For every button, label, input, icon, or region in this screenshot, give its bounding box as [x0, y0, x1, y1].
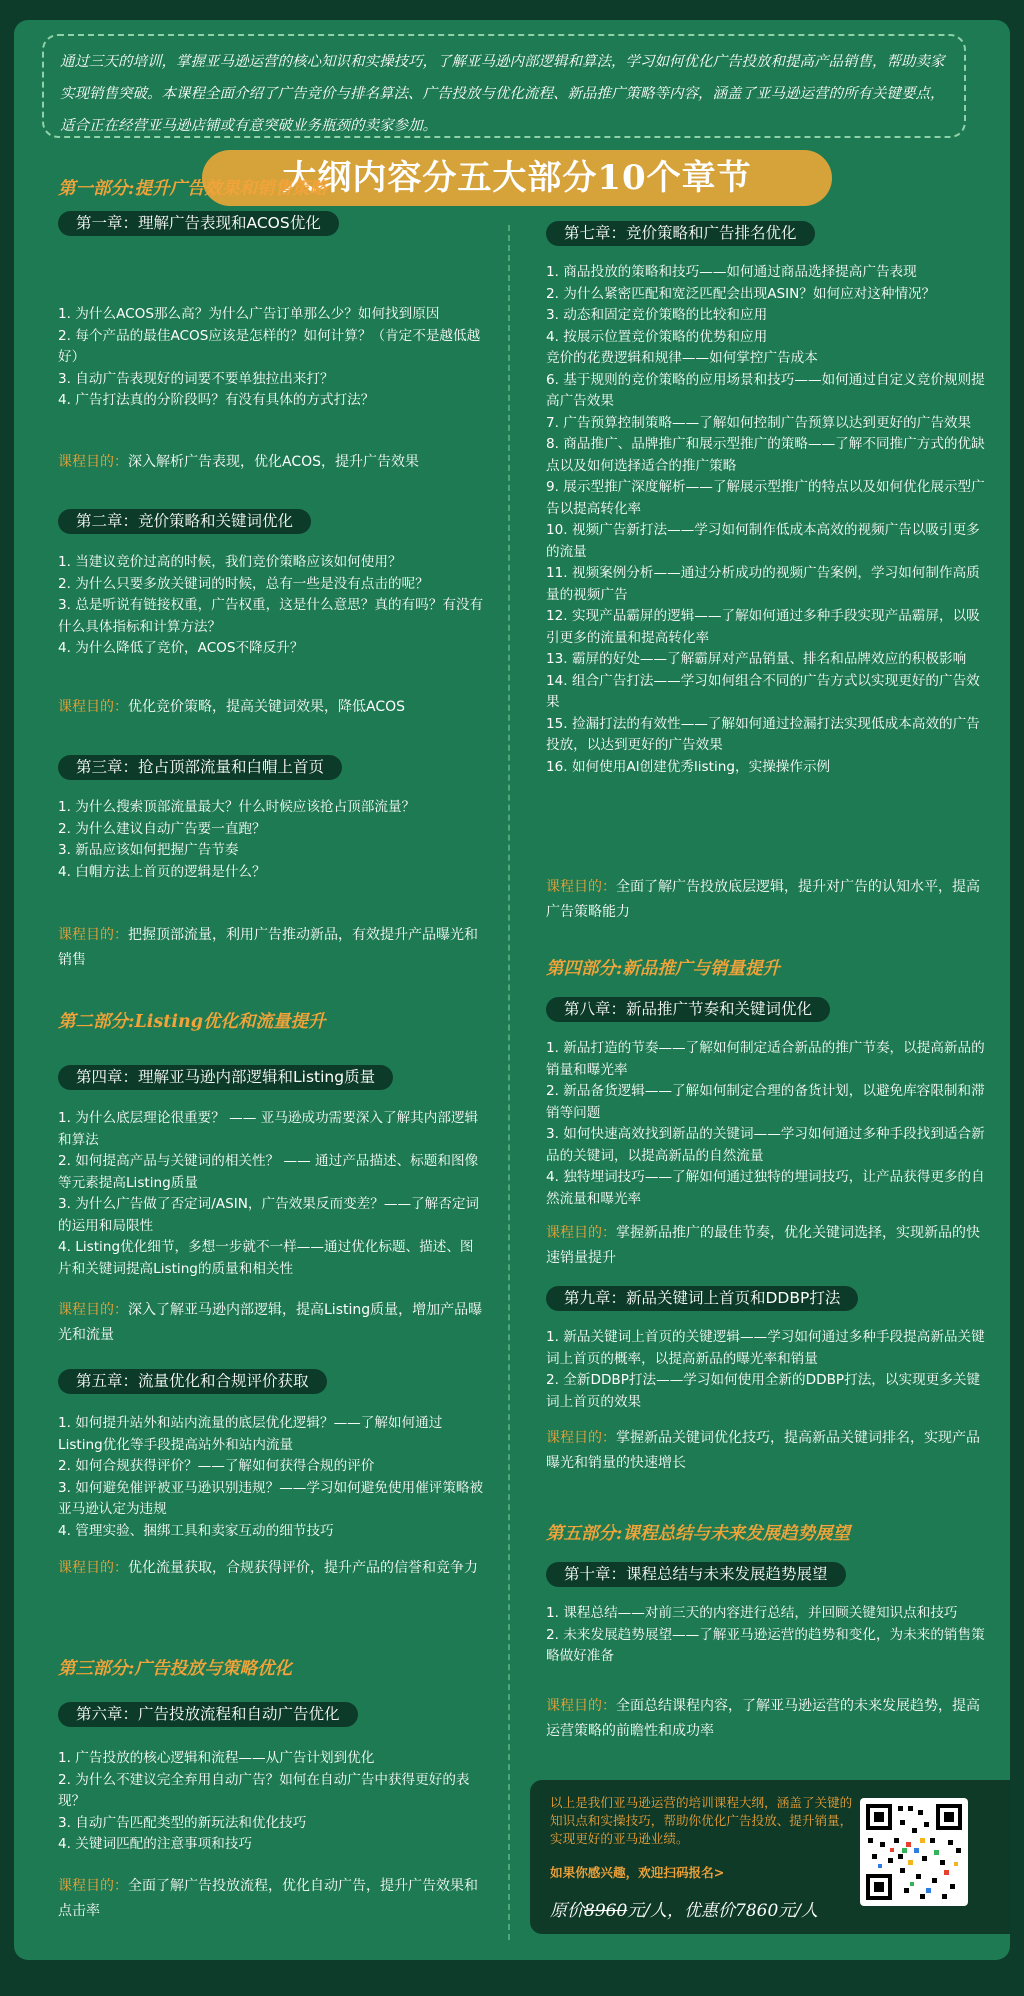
chapter-8-title: 第八章：新品推广节奏和关键词优化	[546, 997, 830, 1022]
purpose-label: 课程目的：	[58, 699, 128, 715]
list-item: 13. 霸屏的好处——了解霸屏对产品销量、排名和品牌效应的积极影响	[546, 651, 967, 667]
chapter-10-title: 第十章：课程总结与未来发展趋势展望	[546, 1562, 846, 1587]
list-item: 4. 为什么降低了竞价，ACOS不降反升？	[58, 640, 304, 656]
chapter-5-title: 第五章：流量优化和合规评价获取	[58, 1369, 327, 1394]
signup-description: 以上是我们亚马逊运营的培训课程大纲，涵盖了关键的知识点和实操技巧，帮助你优化广告投放、提升销量，实现更好的亚马逊业绩。	[550, 1795, 853, 1846]
chapter-6-title: 第六章：广告投放流程和自动广告优化	[58, 1702, 358, 1727]
purpose-label: 课程目的：	[546, 1430, 616, 1446]
list-item: 10. 视频广告新打法——学习如何制作低成本高效的视频广告以吸引更多的流量	[546, 522, 980, 560]
list-item: 4. 按展示位置竞价策略的优势和应用	[546, 328, 768, 345]
list-item: 2. 新品备货逻辑——了解如何制定合理的备货计划，以避免库容限制和滞销等问题	[546, 1083, 985, 1121]
chapter-2-items	[58, 552, 486, 660]
list-item: 3. 如何快速高效找到新品的关键词——学习如何通过多种手段找到适合新品的关键词，以提高新品的自然流量	[546, 1126, 985, 1164]
chapter-8-purpose	[546, 1221, 986, 1271]
chapter-10-items	[546, 1603, 986, 1668]
list-item: 6. 基于规则的竞价策略的应用场景和技巧——如何通过自定义竞价规则提高广告效果	[546, 371, 985, 409]
list-item: 4. 广告打法真的分阶段吗？有没有具体的方式打法？	[58, 392, 375, 408]
list-item: 8. 商品推广、品牌推广和展示型推广的策略——了解不同推广方式的优缺点以及如何选择适合的推广策略	[546, 436, 985, 474]
list-item: 2. 未来发展趋势展望——了解亚马逊运营的趋势和变化，为未来的销售策略做好准备	[546, 1626, 985, 1664]
list-item: 2. 如何合规获得评价？——了解如何获得合规的评价	[58, 1458, 375, 1474]
list-item: 竞价的花费逻辑和规律——如何掌控广告成本	[546, 350, 818, 366]
chapter-5-purpose	[58, 1556, 486, 1581]
purpose-text: 优化流量获取，合规获得评价，提升产品的信誉和竞争力	[128, 1560, 478, 1576]
chapter-2-purpose	[58, 695, 486, 720]
list-item: 2. 为什么不建议完全弃用自动广告？如何在自动广告中获得更好的表现？	[58, 1771, 470, 1809]
list-item: 12. 实现产品霸屏的逻辑——了解如何通过多种手段实现产品霸屏，以吸引更多的流量和提高转化率	[546, 608, 980, 646]
list-item: 2. 为什么紧密匹配和宽泛匹配会出现ASIN？如何应对这种情况？	[546, 285, 936, 302]
chapter-10-purpose	[546, 1694, 986, 1744]
course-outline-page	[14, 20, 1010, 1960]
list-item: 9. 展示型推广深度解析——了解展示型推广的特点以及如何优化展示型广告以提高转化率	[546, 479, 985, 517]
list-item: 3. 自动广告匹配类型的新玩法和优化技巧	[58, 1814, 307, 1831]
list-item: 1. 为什么底层理论很重要？ —— 亚马逊成功需要深入了解其内部逻辑和算法	[58, 1110, 479, 1148]
qr-code-icon[interactable]	[860, 1798, 968, 1906]
list-item: 1. 为什么搜索顶部流量最大？什么时候应该抢占顶部流量？	[58, 799, 416, 815]
chapter-8-items	[546, 1038, 986, 1210]
chapter-9-items	[546, 1327, 986, 1413]
chapter-6-purpose	[58, 1874, 486, 1924]
chapter-7-items	[546, 262, 986, 778]
list-item: 16. 如何使用AI创建优秀listing，实操操作示例	[546, 758, 831, 775]
purpose-text: 全面了解广告投放底层逻辑，提升对广告的认知水平，提高广告策略能力	[546, 879, 980, 920]
price-label: 原价	[550, 1901, 584, 1921]
chapter-3-title: 第三章：抢占顶部流量和白帽上首页	[58, 755, 342, 780]
chapter-2-title: 第二章：竞价策略和关键词优化	[58, 509, 311, 534]
chapter-3-purpose	[58, 923, 486, 973]
list-item: 1. 广告投放的核心逻辑和流程——从广告计划到优化	[58, 1750, 375, 1766]
list-item: 3. 总是听说有链接权重，广告权重，这是什么意思？真的有吗？有没有什么具体指标和计算方法？	[58, 597, 484, 635]
list-item: 4. Listing优化细节，多想一步就不一样——通过优化标题、描述、图片和关键词提高Listing的质量和相关性	[58, 1239, 474, 1277]
list-item: 1. 为什么ACOS那么高？为什么广告订单那么少？如何找到原因	[58, 306, 440, 322]
list-item: 1. 课程总结——对前三天的内容进行总结，并回顾关键知识点和技巧	[546, 1605, 958, 1621]
chapter-7-purpose	[546, 875, 986, 925]
purpose-text: 优化竞价策略，提高关键词效果，降低ACOS	[128, 699, 406, 715]
list-item: 4. 管理实验、捆绑工具和卖家互动的细节技巧	[58, 1522, 334, 1539]
purpose-label: 课程目的：	[58, 1560, 128, 1576]
column-divider	[508, 225, 510, 1940]
original-price: 8960	[584, 1901, 628, 1921]
purpose-label: 课程目的：	[546, 1225, 616, 1241]
purpose-text: 掌握新品关键词优化技巧，提高新品关键词排名，实现产品曝光和销量的快速增长	[546, 1430, 980, 1471]
signup-prompt[interactable]: 如果你感兴趣，欢迎扫码报名>	[550, 1865, 725, 1880]
purpose-label: 课程目的：	[58, 1302, 128, 1318]
list-item: 1. 如何提升站外和站内流量的底层优化逻辑？——了解如何通过Listing优化等手段提高站外和站内流量	[58, 1415, 443, 1453]
list-item: 1. 商品投放的策略和技巧——如何通过商品选择提高广告表现	[546, 264, 917, 280]
list-item: 1. 当建议竞价过高的时候，我们竞价策略应该如何使用？	[58, 554, 402, 570]
list-item: 11. 视频案例分析——通过分析成功的视频广告案例，学习如何制作高质量的视频广告	[546, 565, 980, 603]
chapter-9-purpose	[546, 1426, 986, 1476]
purpose-label: 课程目的：	[58, 927, 128, 943]
chapter-4-items	[58, 1108, 486, 1280]
chapter-1-purpose	[58, 450, 486, 475]
purpose-label: 课程目的：	[546, 1698, 616, 1714]
chapter-7-title: 第七章：竞价策略和广告排名优化	[546, 221, 815, 246]
purpose-label: 课程目的：	[58, 454, 128, 470]
price-line	[550, 1896, 818, 1921]
chapter-1-title: 第一章：理解广告表现和ACOS优化	[58, 211, 339, 236]
purpose-text: 深入了解亚马逊内部逻辑，提高Listing质量，增加产品曝光和流量	[58, 1302, 483, 1343]
list-item: 4. 关键词匹配的注意事项和技巧	[58, 1836, 253, 1852]
list-item: 1. 新品打造的节奏——了解如何制定适合新品的推广节奏，以提高新品的销量和曝光率	[546, 1040, 985, 1078]
part-4-title: 第四部分:新品推广与销量提升	[546, 959, 780, 979]
chapter-5-items	[58, 1413, 486, 1542]
list-item: 15. 捡漏打法的有效性——了解如何通过捡漏打法实现低成本高效的广告投放，以达到更好的广告效果	[546, 715, 980, 753]
list-item: 3. 动态和固定竞价策略的比较和应用	[546, 307, 768, 323]
intro-text: 通过三天的培训，掌握亚马逊运营的核心知识和实操技巧，了解亚马逊内部逻辑和算法，学习如何优化广告投放和提高产品销售，帮助卖家实现销售突破。本课程全面介绍了广告竞价与排名算法、广告投放与优化流程、新品推广策略等内容，涵盖了亚马逊运营的所有关键要点，适合正在经营亚马逊店铺或有意突破业务瓶颈的卖家参加。	[42, 34, 966, 138]
list-item: 7. 广告预算控制策略——了解如何控制广告预算以达到更好的广告效果	[546, 414, 972, 431]
purpose-label: 课程目的：	[58, 1878, 128, 1894]
outline-banner: 大纲内容分五大部分10个章节	[202, 150, 832, 206]
purpose-text: 全面了解广告投放流程，优化自动广告，提升广告效果和点击率	[58, 1878, 478, 1919]
list-item: 3. 为什么广告做了否定词/ASIN，广告效果反而变差？——了解否定词的运用和局限性	[58, 1196, 480, 1234]
list-item: 1. 新品关键词上首页的关键逻辑——学习如何通过多种手段提高新品关键词上首页的概率，以提高新品的曝光率和销量	[546, 1329, 985, 1367]
discount-price: 7860元/人	[735, 1901, 818, 1921]
list-item: 14. 组合广告打法——学习如何组合不同的广告方式以实现更好的广告效果	[546, 672, 980, 710]
part-2-title: 第二部分:Listing优化和流量提升	[58, 1012, 326, 1032]
purpose-label: 课程目的：	[546, 879, 616, 895]
list-item: 4. 白帽方法上首页的逻辑是什么？	[58, 863, 266, 880]
chapter-1-items	[58, 304, 486, 412]
qr-code-graphic	[860, 1798, 968, 1906]
list-item: 2. 全新DDBP打法——学习如何使用全新的DDBP打法，以实现更多关键词上首页的效果	[546, 1372, 981, 1410]
purpose-text: 深入解析广告表现，优化ACOS，提升广告效果	[128, 454, 420, 470]
chapter-9-title: 第九章：新品关键词上首页和DDBP打法	[546, 1286, 858, 1311]
part-5-title: 第五部分:课程总结与未来发展趋势展望	[546, 1524, 850, 1544]
purpose-text: 掌握新品推广的最佳节奏，优化关键词选择，实现新品的快速销量提升	[546, 1225, 980, 1266]
purpose-text: 把握顶部流量，利用广告推动新品，有效提升产品曝光和销售	[58, 927, 478, 968]
chapter-4-title: 第四章：理解亚马逊内部逻辑和Listing质量	[58, 1065, 393, 1090]
chapter-4-purpose	[58, 1298, 486, 1348]
part-3-title: 第三部分:广告投放与策略优化	[58, 1659, 292, 1679]
list-item: 3. 自动广告表现好的词要不要单独拉出来打？	[58, 370, 334, 387]
list-item: 2. 每个产品的最佳ACOS应该是怎样的？如何计算？（肯定不是越低越好）	[58, 327, 481, 365]
price-unit: 元/人，优惠价	[627, 1901, 735, 1921]
chapter-6-items	[58, 1748, 486, 1856]
list-item: 3. 如何避免催评被亚马逊识别违规？——学习如何避免使用催评策略被亚马逊认定为违规	[58, 1479, 484, 1517]
part-1-title: 第一部分:提升广告效果和销售策略	[58, 179, 327, 199]
list-item: 2. 为什么建议自动广告要一直跑？	[58, 820, 266, 837]
list-item: 3. 新品应该如何把握广告节奏	[58, 842, 239, 858]
list-item: 4. 独特埋词技巧——了解如何通过独特的埋词技巧，让产品获得更多的自然流量和曝光率	[546, 1169, 985, 1207]
list-item: 2. 如何提高产品与关键词的相关性？ —— 通过产品描述、标题和图像等元素提高Listing质量	[58, 1153, 479, 1191]
purpose-text: 全面总结课程内容，了解亚马逊运营的未来发展趋势，提高运营策略的前瞻性和成功率	[546, 1698, 980, 1739]
signup-panel	[530, 1780, 1010, 1934]
list-item: 2. 为什么只要多放关键词的时候，总有一些是没有点击的呢？	[58, 575, 429, 592]
chapter-3-items	[58, 797, 486, 883]
